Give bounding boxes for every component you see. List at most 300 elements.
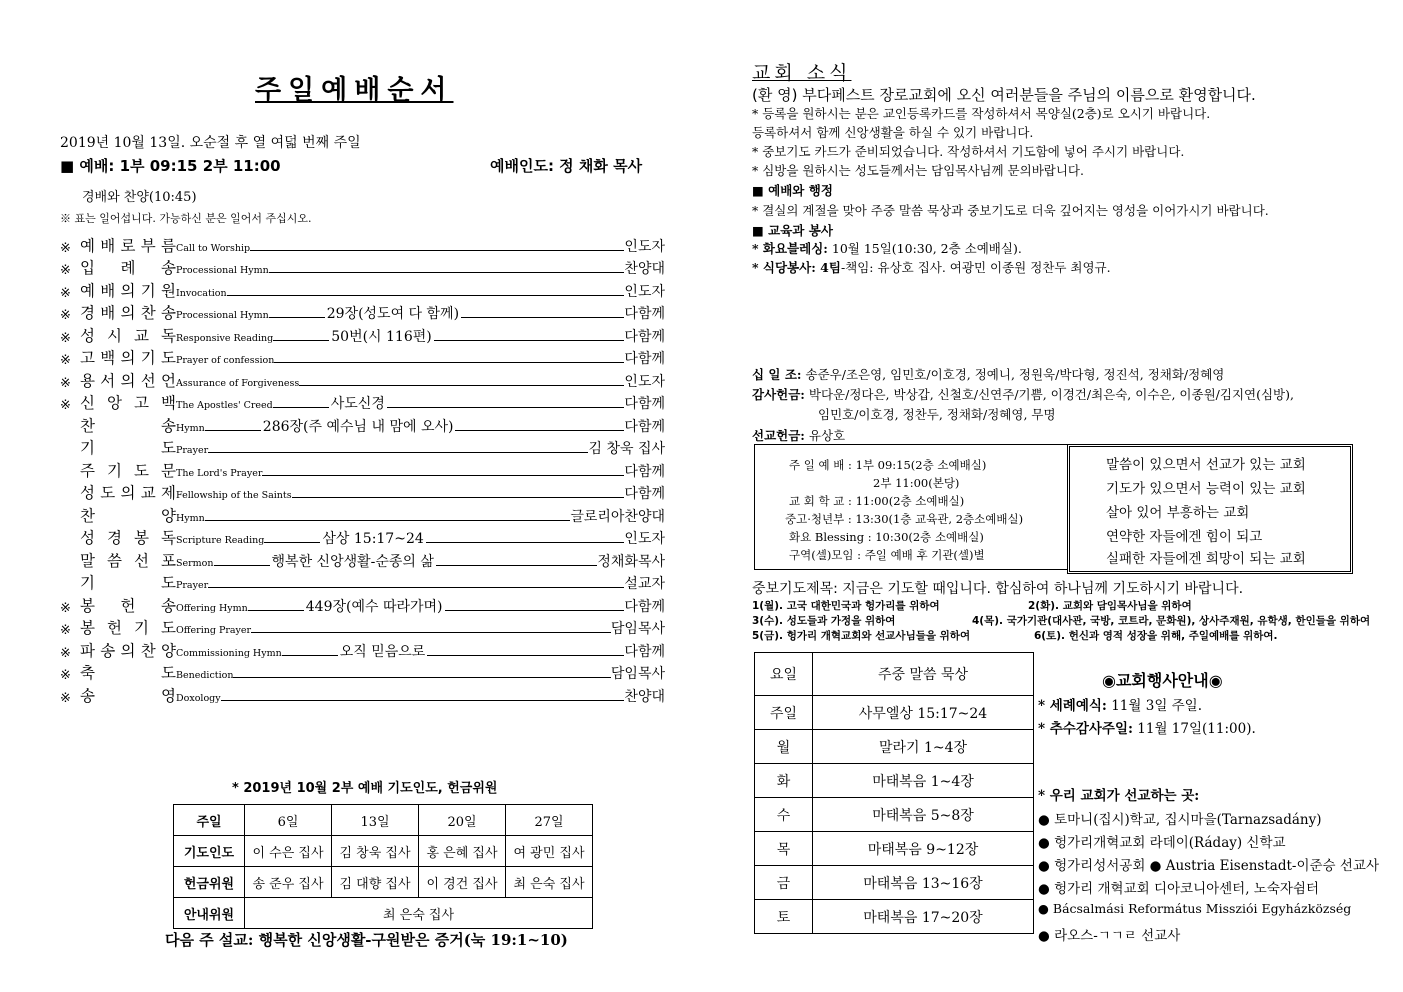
order-item-name-char: 성 [80,484,95,502]
order-item-name [80,459,176,481]
order-item-name-char: 말 [80,551,95,570]
order-row [60,459,665,482]
tithe-names: 송준우/조은영, 임민호/이호경, 정예니, 정원욱/박다형, 정진석, 정채화/정혜영 [801,367,1225,382]
stand-mark: ※ [60,240,71,256]
intercession-title: 중보기도제목: 지금은 기도할 때입니다. 합심하여 하나님께 기도하시기 바랍니다. [752,581,1244,597]
order-item-rest [273,393,665,413]
order-item-name-char: 의 [120,349,136,367]
order-item-name [80,504,176,526]
order-item-english: Processional Hymn [176,265,269,276]
edu-item-text: 10월 15일(10:30, 2층 소예배실). [827,241,1022,256]
table-row [755,696,1034,730]
order-item-name-char: 기 [80,574,95,592]
order-item-rest [214,551,665,571]
order-item-name [80,414,176,436]
order-row [60,482,665,505]
order-item-name [80,661,176,683]
mission-place: ● Bácsalmási Református Missziói Egyházközség [1038,901,1352,916]
table-header-row [755,653,1034,696]
order-item-leader: 다함께 [624,486,665,502]
order-item-name-char: 로 [120,236,136,255]
order-item-name [80,639,176,661]
day-cell: 월 [755,730,813,764]
order-item-leader: 담임목사 [610,666,665,682]
events-title: ◉교회행사안내◉ [1102,671,1223,690]
table-header-row [174,805,593,836]
leader-line [262,475,624,476]
order-item-name [80,391,176,413]
order-item-name-char: 선 [140,371,156,390]
order-item-name-char: 양 [161,506,176,525]
order-item-english: Hymn [176,512,205,524]
welcome-item: * 중보기도 카드가 준비되었습니다. 작성하셔서 기도함에 넣어 주시기 바랍니다. [752,144,1185,159]
leader-line [427,655,624,656]
order-row [60,369,665,392]
order-item-name-char: 교 [134,326,149,345]
stand-mark: ※ [60,600,71,616]
thanks-line [752,385,1294,403]
praise-time: 경배와 찬양(10:45) [82,190,197,205]
order-item-name-char: 의 [120,484,136,502]
order-row [60,347,665,370]
order-item-english: Processional Hymn [176,310,269,321]
order-row [60,572,665,595]
order-item-leader: 찬양대 [624,688,665,705]
intercession-item: 5(금). 헝가리 개혁교회와 선교사님들을 위하여 [752,630,971,642]
order-item-name-char: 백 [161,394,176,412]
order-item-name-char: 기 [80,439,95,457]
order-item-name [80,436,176,458]
order-row [60,594,665,617]
day-cell: 화 [755,764,813,798]
order-item-leader: 다함께 [624,328,665,345]
next-sermon: 다음 주 설교: 행복한 신앙생활-구원받은 증거(눅 19:1~10) [165,931,568,949]
vision-line: 살아 있어 부흥하는 교회 [1106,505,1250,521]
mission-places-heading: * 우리 교회가 선교하는 곳: [1038,788,1200,804]
table-cell: 홍 은혜 집사 [419,836,506,867]
order-item-english: Offering Hymn [176,602,248,614]
event-label: * 세례예식: [1038,698,1107,714]
leader-line [221,700,625,701]
order-item-name [80,594,176,616]
order-item-name-char: 교 [140,484,156,502]
table-row [755,900,1034,934]
leader-line [282,655,338,656]
order-item-name-char: 언 [161,371,176,390]
order-item-name-char: 배 [100,304,116,322]
vision-line: 실패한 자들에겐 희망이 되는 교회 [1106,551,1306,567]
reading-cell: 마태복음 5~8장 [813,798,1034,832]
order-item-name-char: 고 [134,394,149,412]
order-item-name-char: 제 [161,484,176,502]
order-item-leader: 다함께 [624,306,665,322]
mission-offering-names: 유상호 [804,428,846,443]
order-item-leader: 인도자 [624,531,665,547]
order-item-name-char: 파 [80,641,95,660]
order-item-detail: 449장(예수 따라가며) [305,598,443,615]
order-item-name-char: 의 [120,371,136,390]
table-header-cell: 요일 [755,653,813,696]
day-cell: 토 [755,900,813,934]
order-item-name-char: 송 [161,304,176,322]
table-cell: 김 창욱 집사 [332,836,419,867]
leader-line [269,317,325,318]
table-cell: 여 광민 집사 [506,836,593,867]
order-item-name-char: 기 [134,619,149,637]
order-item-name-char: 입 [80,259,95,277]
order-item-name [80,526,176,548]
schedule-line: 교 회 학 교 : 11:00(2층 소예배실) [789,494,965,508]
order-item-name-char: 송 [161,596,176,615]
table-row [174,867,593,898]
leader-line [214,565,270,566]
order-item-rest [208,573,665,593]
order-item-rest [251,618,665,638]
leader-line [299,385,624,386]
admin-item: * 결실의 계절을 맞아 주중 말씀 묵상과 중보기도로 더욱 깊어지는 영성을 이어가시기 바랍니다. [752,203,1269,218]
order-item-name-char: 포 [161,551,176,570]
day-cell: 수 [755,798,813,832]
order-item-name-char: 의 [120,281,136,300]
reading-cell: 마태복음 9~12장 [813,832,1034,866]
order-item-english: Scripture Reading [176,535,265,546]
table-row [174,836,593,867]
event-label: * 추수감사주일: [1038,721,1133,737]
order-item-name-char: 봉 [80,619,95,637]
event-text: 11월 17일(11:00). [1133,721,1256,737]
order-row [60,639,665,662]
day-cell: 주일 [755,696,813,730]
edu-item [752,258,1111,276]
stand-mark: ※ [60,623,71,638]
order-item-name-char: 도 [161,349,176,367]
table-header-cell: 13일 [332,805,419,836]
weekly-bible-table [754,652,1034,934]
order-item-name-char: 송 [161,259,176,277]
order-item-leader: 인도자 [624,238,665,255]
leader-line [248,610,304,611]
welcome-line: (환 영) 부다페스트 장로교회에 오신 여러분들을 주님의 이름으로 환영합니다. [752,86,1256,104]
leader-line [426,542,625,543]
row-label: 헌금위원 [174,867,245,898]
order-item-name-char: 원 [161,281,176,300]
day-cell: 목 [755,832,813,866]
leader-line [445,610,625,611]
order-item-name [80,481,176,503]
order-item-name-char: 용 [80,371,95,390]
edu-item-label: * 식당봉사: 4팀 [752,260,841,275]
order-item-name-char: 독 [161,529,176,547]
order-item-name-char: 문 [161,461,176,480]
intercession-item: 3(수). 성도들과 가정을 위하여 [752,615,896,627]
thanks-label: 감사헌금: [752,387,805,402]
leader-line [227,295,625,296]
order-item-name [80,571,176,593]
order-item-name-char: 찬 [80,506,95,525]
order-item-name-char: 주 [80,461,95,480]
reading-cell: 마태복음 13~16장 [813,866,1034,900]
order-item-name [80,301,176,323]
order-item-name [80,279,176,301]
order-row [60,617,665,640]
order-item-name-char: 기 [140,349,156,367]
order-item-rest [208,438,665,458]
order-item-english: Prayer of confession [176,355,275,366]
order-item-english: Prayer [176,580,209,591]
order-item-leader: 다함께 [624,396,665,412]
table-row [755,764,1034,798]
prayer-schedule-title: * 2019년 10월 2부 예배 기도인도, 헌금위원 [232,781,498,796]
reading-cell: 마태복음 1~4장 [813,764,1034,798]
table-header-cell: 주중 말씀 묵상 [813,653,1034,696]
leader-line [387,407,625,408]
date-line: 2019년 10월 13일. 오순절 후 열 여덟 번째 주일 [60,135,361,151]
table-row [174,898,593,929]
table-cell: 최 은숙 집사 [506,867,593,898]
leader-line [205,430,261,431]
order-item-english: Fellowship of the Saints [176,490,292,501]
mission-offering-line [752,426,845,444]
order-row [60,527,665,550]
order-item-rest [269,258,665,278]
news-title: 교회 소식 [752,62,852,84]
order-item-name-char: 배 [100,281,116,300]
reading-cell: 사무엘상 15:17~24 [813,696,1034,730]
order-item-rest [269,303,665,323]
order-row [60,234,665,257]
schedule-box [754,444,1068,570]
welcome-item: * 등록을 원하시는 분은 교인등록카드를 작성하셔서 목양실(2층)로 오시기 바랍니다. [752,106,1211,121]
order-item-name-char: 성 [80,326,95,345]
order-item-name [80,684,176,706]
order-item-name-char: 배 [100,236,116,255]
table-cell: 김 대향 집사 [332,867,419,898]
order-item-name-char: 봉 [134,529,149,547]
day-cell: 금 [755,866,813,900]
table-cell: 이 경건 집사 [419,867,506,898]
order-item-leader: 설교자 [624,576,665,592]
order-item-rest [299,371,665,391]
event-item [1038,717,1256,737]
order-item-name-char: 신 [80,394,95,412]
worship-order-list [60,234,665,707]
leader-line [208,587,624,588]
edu-item [752,239,1022,257]
order-item-name-char: 도 [161,439,176,457]
order-item-name-char: 경 [80,304,95,322]
edu-heading: ■ 교육과 봉사 [752,223,833,238]
order-item-english: Sermon [176,557,214,569]
reading-cell: 마태복음 17~20장 [813,900,1034,934]
order-item-name-char: 축 [80,664,95,682]
reading-cell: 말라기 1~4장 [813,730,1034,764]
order-item-rest [264,528,665,548]
stand-mark: ※ [60,285,71,301]
order-item-english: Commissioning Hymn [176,647,282,659]
order-item-name-char: 독 [161,326,176,345]
order-row [60,392,665,415]
order-item-rest [221,686,665,706]
vision-line: 기도가 있으면서 능력이 있는 교회 [1106,481,1306,497]
table-row [755,866,1034,900]
order-item-rest [262,461,665,481]
order-item-name [80,369,176,391]
leader-line [264,542,320,543]
thanks-names: 박다운/정다은, 박상갑, 신철호/신연주/기쁨, 이경건/최은숙, 이수은, 이종원/김지연(심방), [804,387,1294,402]
order-item-name-char: 도 [161,619,176,637]
stand-mark: ※ [60,308,71,323]
order-item-name [80,616,176,638]
order-item-detail: 사도신경 [330,396,385,412]
welcome-item: * 심방을 원하시는 성도들께서는 담임목사님께 문의바랍니다. [752,163,1084,178]
page-title: 주일예배순서 [255,75,454,106]
table-cell: 최 은숙 집사 [245,898,593,929]
stand-mark: ※ [60,398,71,413]
order-item-name-char: 성 [80,529,95,547]
leader-line [251,632,611,633]
event-text: 11월 3일 주일. [1106,698,1203,714]
order-item-english: Assurance of Forgiveness [176,377,300,389]
order-item-name-char: 송 [161,416,176,435]
table-cell: 송 준우 집사 [245,867,332,898]
stand-note: ※ 표는 일어섭니다. 가능하신 분은 일어서 주십시오. [60,212,312,225]
order-item-name-char: 고 [80,349,95,367]
mission-place: ● 라오스-ㄱㄱㄹ 선교사 [1038,928,1181,944]
order-item-rest [205,416,665,436]
order-row [60,549,665,572]
mission-offering-label: 선교헌금: [752,428,805,443]
order-item-detail: 50번(시 116편) [331,328,432,345]
order-item-detail: 오직 믿음으로 [339,643,426,660]
event-item [1038,694,1202,714]
order-item-rest [233,663,665,683]
stand-mark: ※ [60,668,71,683]
stand-mark: ※ [60,263,71,278]
mission-place: ● 헝가리성서공회 ● Austria Eisenstadt-이준승 선교사 [1038,858,1379,874]
order-item-leader: 김 창욱 집사 [588,441,665,457]
leader-line [208,452,588,453]
intercession-item: 6(토). 헌신과 영적 성장을 위해, 주일예배를 위하여. [1034,630,1278,642]
vision-line: 연약한 자들에겐 힘이 되고 [1106,529,1263,545]
order-item-english: Prayer [176,445,209,456]
order-item-name-char: 부 [140,236,156,255]
order-item-leader: 다함께 [624,351,665,367]
order-item-english: Call to Worship [176,242,251,254]
row-label: 기도인도 [174,836,245,867]
order-item-english: The Apostles' Creed [176,400,273,411]
mission-place: ● 헝가리개혁교회 라데이(Ráday) 신학교 [1038,835,1286,851]
order-item-leader: 다함께 [624,418,665,435]
order-item-english: The Lord's Prayer [176,467,263,479]
order-item-rest [282,641,665,661]
order-row [60,302,665,325]
order-item-name-char: 영 [161,686,176,705]
order-item-name-char: 도 [134,461,149,480]
order-item-name-char: 양 [161,641,176,660]
order-row [60,324,665,347]
vision-line: 말씀이 있으면서 선교가 있는 교회 [1106,457,1306,473]
order-item-rest [205,506,665,526]
order-item-detail: 삼상 15:17~24 [322,531,424,547]
order-item-leader: 찬양대 [624,261,665,277]
admin-heading: ■ 예배와 행정 [752,183,833,198]
order-item-english: Benediction [176,670,234,681]
order-item-name-char: 씀 [107,551,122,570]
order-item-name-char: 도 [161,574,176,592]
order-item-name-char: 도 [161,664,176,682]
order-item-name [80,256,176,278]
order-item-english: Offering Prayer [176,625,252,636]
table-header-cell: 6일 [245,805,332,836]
order-item-rest [248,596,665,616]
order-item-leader: 담임목사 [610,621,665,637]
order-item-name-char: 기 [107,461,122,480]
table-row [755,798,1034,832]
order-item-rest [250,236,665,256]
order-item-name-char: 앙 [107,394,122,412]
leader-line [250,250,624,251]
schedule-line: 주 일 예 배 : 1부 09:15(2층 소예배실) [789,458,987,472]
order-item-leader: 인도자 [624,283,665,300]
order-item-name-char: 도 [100,484,116,502]
order-item-name [80,346,176,368]
order-row [60,414,665,437]
order-item-detail: 행복한 신앙생활-순종의 삶 [271,553,434,570]
order-row [60,504,665,527]
leader-line [455,430,624,431]
order-item-name-char: 례 [120,259,136,277]
edu-item-text: -책임: 유상호 집사. 여광민 이종원 정찬두 최영규. [840,260,1111,275]
stand-mark: ※ [60,330,71,346]
order-item-name-char: 선 [134,551,149,570]
order-item-name [80,234,176,256]
table-row [755,832,1034,866]
edu-item-label: * 화요블레싱: [752,241,828,256]
order-item-name-char: 찬 [80,416,95,435]
order-item-leader: 인도자 [624,373,665,390]
order-item-leader: 정채화목사 [597,553,665,570]
order-item-name-char: 기 [140,281,156,300]
order-item-rest [274,348,665,368]
leader-line [434,340,625,341]
order-row [60,662,665,685]
order-item-english: Responsive Reading [176,332,274,344]
order-item-name-char: 예 [80,236,95,255]
table-header-cell: 주일 [174,805,245,836]
order-item-english: Doxology [176,692,221,704]
mission-place: ● 헝가리 개혁교회 디아코니아센터, 노숙자쉼터 [1038,881,1320,897]
leader-line [269,272,625,273]
order-row [60,257,665,280]
order-item-name-char: 봉 [80,596,95,615]
order-item-name-char: 헌 [107,619,122,637]
order-item-name-char: 시 [107,326,122,345]
leader-line [205,520,571,521]
order-item-name-char: 송 [100,641,116,660]
order-item-rest [292,483,665,503]
prayer-schedule-table [173,804,593,929]
order-item-name-char: 헌 [120,596,136,615]
order-item-name-char: 송 [80,686,95,705]
tithe-line [752,365,1224,383]
order-item-leader: 다함께 [624,598,665,615]
row-label: 안내위원 [174,898,245,929]
intercession-item: 4(목). 국가기관(대사관, 국방, 코트라, 문화원), 상사주재원, 유학생, 한인들을 위하여 [972,615,1371,627]
order-item-name [80,549,176,571]
stand-mark: ※ [60,375,71,391]
church-vision-box [1067,444,1353,574]
schedule-line: 중고·청년부 : 13:30(1층 교육관, 2층소예배실) [785,512,1024,526]
